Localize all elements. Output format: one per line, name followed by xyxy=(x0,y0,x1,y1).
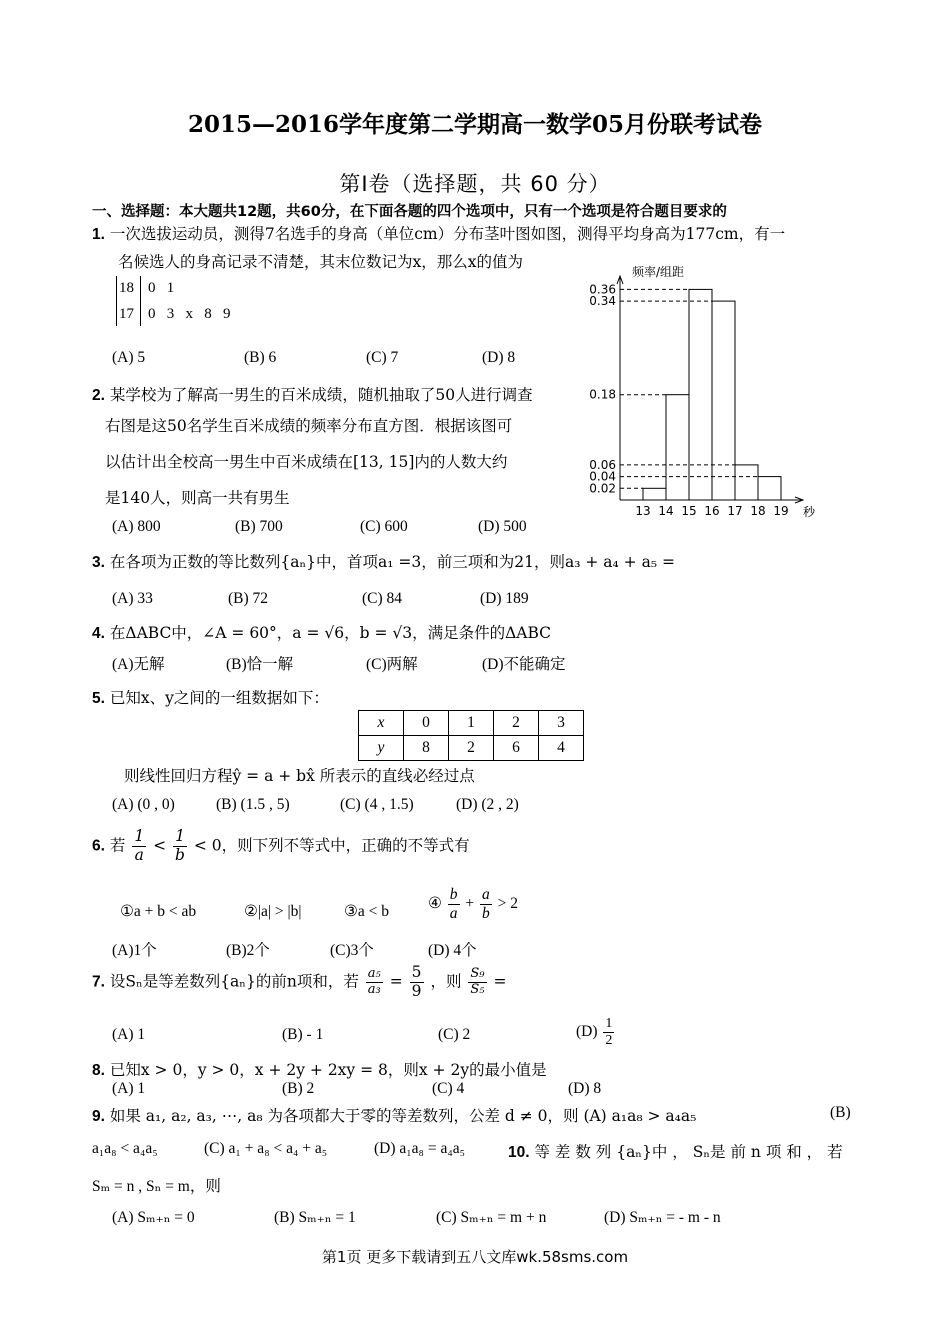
q2-number: 2. xyxy=(92,387,105,404)
q8-line xyxy=(92,1058,547,1080)
q6-s4-post: > 2 xyxy=(497,894,519,912)
q8-number: 8. xyxy=(92,1062,105,1079)
q8-text: 已知x > 0，y > 0，x + 2y + 2xy = 8，则x + 2y的最小值是 xyxy=(109,1061,547,1079)
x-axis-title: 秒 xyxy=(803,505,816,519)
q5-table-row-y xyxy=(359,736,584,761)
q5-x-0: 0 xyxy=(404,711,449,736)
q6-f2-den: b xyxy=(175,845,185,864)
q7-number: 7. xyxy=(92,973,105,991)
stem-leaf-divider xyxy=(140,276,142,326)
q7-fraction-2 xyxy=(410,964,424,1001)
section-heading: 一、选择题：本大题共12题，共60分，在下面各题的四个选项中，只有一个选项是符合题目要求的 xyxy=(92,204,727,220)
q9-option-b-label[interactable]: (B) xyxy=(830,1104,851,1121)
q7-f1-den: a₃ xyxy=(367,981,381,997)
q1-line1 xyxy=(92,222,785,244)
histogram-bar-[14,15) xyxy=(666,395,689,500)
q2-text-4: 是140人，则高一共有男生 xyxy=(105,489,290,507)
q3-number: 3. xyxy=(92,554,105,571)
page-footer: 第1页 更多下载请到五八文库wk.58sms.com xyxy=(321,1248,629,1266)
q6-pre: 若 xyxy=(109,836,126,855)
histogram-bar-[16,17) xyxy=(712,301,735,500)
y-tick-label-0.36: 0.36 xyxy=(589,282,616,297)
y-tick-label-0.18: 0.18 xyxy=(589,387,616,402)
q4-option-c[interactable]: (C)两解 xyxy=(366,656,418,673)
q7-option-a[interactable]: (A) 1 xyxy=(112,1026,146,1043)
q10-option-b[interactable]: (B) Sₘ₊ₙ = 1 xyxy=(274,1209,356,1226)
q10-text-2: Sₘ = n , Sₙ = m，则 xyxy=(92,1178,221,1195)
q6-option-c[interactable]: (C)3个 xyxy=(330,942,374,959)
q1-option-d[interactable]: (D) 8 xyxy=(482,349,516,366)
q1-text-2: 名候选人的身高记录不清楚，其末位数记为x，那么x的值为 xyxy=(118,253,523,271)
frequency-histogram xyxy=(580,262,840,526)
q6-statement-3: ③a < b xyxy=(344,903,390,920)
q7-post: = xyxy=(493,972,507,991)
q10-number: 10. xyxy=(508,1144,530,1161)
q4-text: 在ΔABC中，∠A = 60°，a = √6，b = √3，满足条件的ΔABC xyxy=(109,624,552,642)
q4-option-d[interactable]: (D)不能确定 xyxy=(482,656,566,673)
q2-text-1: 某学校为了解高一男生的百米成绩，随机抽取了50人进行调查 xyxy=(109,386,533,404)
q9-option-c[interactable]: (C) a₁ + a₈ < a₄ + a₅ xyxy=(204,1140,328,1157)
part-subtitle: 第Ⅰ卷（选择题，共 60 分） xyxy=(339,172,611,196)
q1-number: 1. xyxy=(92,226,105,243)
q2-text-3: 以估计出全校高一男生中百米成绩在[13, 15]内的人数大约 xyxy=(105,453,508,471)
q6-statement-2: ②|a| > |b| xyxy=(244,903,302,920)
q10-option-d[interactable]: (D) Sₘ₊ₙ = - m - n xyxy=(604,1209,721,1226)
histogram-bar-[17,18) xyxy=(735,465,758,500)
histogram-bar-[18,19] xyxy=(758,477,781,500)
q6-s4-f2-num: a xyxy=(482,886,490,903)
q2-text-2: 右图是这50名学生百米成绩的频率分布直方图．根据该图可 xyxy=(105,417,513,435)
q6-s4-pre: ④ xyxy=(428,894,442,912)
q2-option-d[interactable]: (D) 500 xyxy=(478,518,527,535)
exam-title: 2015—2016学年度第二学期高一数学05月份联考试卷 xyxy=(187,111,763,138)
q7-option-d[interactable] xyxy=(576,1016,616,1049)
q10-line1 xyxy=(508,1140,843,1162)
y-tick-label-0.04: 0.04 xyxy=(589,469,616,484)
x-tick-label-16: 16 xyxy=(704,504,720,518)
q4-number: 4. xyxy=(92,625,105,642)
q7-eq: = xyxy=(389,972,403,991)
q8-option-d[interactable]: (D) 8 xyxy=(568,1080,602,1097)
q7-mid: ，则 xyxy=(430,972,462,991)
q1-option-a[interactable]: (A) 5 xyxy=(112,349,146,366)
q9-number: 9. xyxy=(92,1108,105,1125)
y-tick-label-0.02: 0.02 xyxy=(589,481,616,496)
q5-option-a[interactable]: (A) (0 , 0) xyxy=(112,796,175,813)
q5-x-3: 3 xyxy=(539,711,584,736)
q7-optd-den: 2 xyxy=(605,1033,613,1049)
q5-option-c[interactable]: (C) (4 , 1.5) xyxy=(340,796,414,813)
y-tick-label-0.34: 0.34 xyxy=(589,294,616,309)
q6-s4-fraction-1 xyxy=(448,886,460,923)
q5-x-1: 1 xyxy=(449,711,494,736)
q1-option-c[interactable]: (C) 7 xyxy=(366,349,399,366)
q5-option-d[interactable]: (D) (2 , 2) xyxy=(456,796,519,813)
q3-text: 在各项为正数的等比数列{aₙ}中，首项a₁ =3，前三项和为21，则a₃ + a₄ + a₅ = xyxy=(109,553,675,571)
x-tick-label-14: 14 xyxy=(658,504,674,518)
x-tick-label-13: 13 xyxy=(635,504,651,518)
stem-row1-leaves: 0 1 xyxy=(148,280,175,296)
q9-option-b-text: a₁a₈ < a₄a₅ xyxy=(92,1140,158,1157)
q5-y-0: 8 xyxy=(404,736,449,761)
q9-text-1: 如果 a₁, a₂, a₃, ⋯, a₈ 为各项都大于零的等差数列，公差 d ≠ 0，则 (A) a₁a₈ > a₄a₅ xyxy=(109,1107,697,1125)
q7-f2-den: 9 xyxy=(411,981,422,1000)
q5-y-3: 4 xyxy=(539,736,584,761)
q3-option-d[interactable]: (D) 189 xyxy=(480,590,529,607)
q2-line1 xyxy=(92,383,533,405)
histogram-bar-[13,14) xyxy=(643,488,666,500)
q5-y-label: y xyxy=(359,736,404,761)
q2-option-a[interactable]: (A) 800 xyxy=(112,518,161,535)
q7-f3-den: S₅ xyxy=(470,981,485,997)
q7-f2-num: 5 xyxy=(411,963,422,981)
q5-option-b[interactable]: (B) (1.5 , 5) xyxy=(216,796,290,813)
histogram-bar-[15,16) xyxy=(689,289,712,500)
q6-s4-f2-den: b xyxy=(482,904,490,922)
q6-s4-f1-den: a xyxy=(449,904,458,922)
q6-s4-fraction-2 xyxy=(480,886,492,923)
q6-f2-num: 1 xyxy=(175,827,185,845)
q6-statement-4 xyxy=(428,886,518,923)
q6-lt: < xyxy=(153,836,167,855)
q7-f1-num: a₅ xyxy=(367,965,381,981)
q7-option-d-fraction xyxy=(603,1016,614,1049)
x-tick-label-19: 19 xyxy=(773,504,789,518)
q6-s4-f1-num: b xyxy=(449,886,458,903)
q7-option-d-label: (D) xyxy=(576,1023,598,1041)
q5-line xyxy=(92,686,329,708)
y-axis-title: 频率/组距 xyxy=(632,265,685,279)
q6-number: 6. xyxy=(92,837,105,855)
q5-text-2: 则线性回归方程ŷ = a + bx̂ 所表示的直线必经过点 xyxy=(124,767,475,785)
stem-row1-stem: 18 xyxy=(119,280,134,296)
q8-option-c[interactable]: (C) 4 xyxy=(432,1080,465,1097)
q6-fraction-2 xyxy=(173,828,187,865)
q6-s4-plus: + xyxy=(465,894,475,912)
x-tick-label-15: 15 xyxy=(681,504,697,518)
q7-fraction-1 xyxy=(366,967,383,998)
q6-statement-1: ①a + b < ab xyxy=(120,903,197,920)
q3-option-c[interactable]: (C) 84 xyxy=(362,590,403,607)
q5-text: 已知x、y之间的一组数据如下： xyxy=(109,689,329,707)
q5-data-table xyxy=(358,710,584,761)
q6-line xyxy=(92,828,470,865)
q6-post: < 0，则下列不等式中，正确的不等式有 xyxy=(193,836,470,855)
q7-fraction-3 xyxy=(468,967,486,998)
q5-y-2: 6 xyxy=(494,736,539,761)
q9-option-d[interactable]: (D) a₁a₈ = a₄a₅ xyxy=(374,1140,466,1157)
q1-text-1: 一次选拔运动员，测得7名选手的身高（单位cm）分布茎叶图如图，测得平均身高为177cm，有一 xyxy=(109,225,786,243)
x-tick-label-18: 18 xyxy=(750,504,766,518)
x-tick-label-17: 17 xyxy=(727,504,743,518)
q3-option-b[interactable]: (B) 72 xyxy=(228,590,269,607)
stem-row2-stem: 17 xyxy=(119,306,134,322)
q8-option-a[interactable]: (A) 1 xyxy=(112,1080,146,1097)
q6-f1-den: a xyxy=(134,845,144,864)
q4-line xyxy=(92,621,551,643)
q7-option-c[interactable]: (C) 2 xyxy=(438,1026,471,1043)
q10-option-a[interactable]: (A) Sₘ₊ₙ = 0 xyxy=(112,1209,195,1226)
q2-option-b[interactable]: (B) 700 xyxy=(235,518,283,535)
q3-line xyxy=(92,550,675,572)
q9-line1 xyxy=(92,1104,696,1126)
y-tick-label-0.06: 0.06 xyxy=(589,457,616,472)
q6-option-a[interactable]: (A)1个 xyxy=(112,942,157,959)
q5-table-row-x xyxy=(359,711,584,736)
q7-line xyxy=(92,964,506,1001)
q5-y-1: 2 xyxy=(449,736,494,761)
q3-option-a[interactable]: (A) 33 xyxy=(112,590,153,607)
q7-pre: 设Sₙ是等差数列{aₙ}的前n项和，若 xyxy=(109,972,359,991)
q8-option-b[interactable]: (B) 2 xyxy=(282,1080,315,1097)
stem-row2-leaves: 0 3 x 8 9 xyxy=(148,306,231,322)
q2-option-c[interactable]: (C) 600 xyxy=(360,518,408,535)
q10-text-1: 等 差 数 列 {aₙ}中 ， Sₙ是 前 n 项 和 ， 若 xyxy=(534,1143,843,1161)
q6-option-b[interactable]: (B)2个 xyxy=(226,942,270,959)
q5-number: 5. xyxy=(92,690,105,707)
q5-x-label: x xyxy=(359,711,404,736)
q1-option-b[interactable]: (B) 6 xyxy=(244,349,277,366)
q7-option-b[interactable]: (B) - 1 xyxy=(282,1026,324,1043)
q6-f1-num: 1 xyxy=(134,827,145,845)
q4-option-a[interactable]: (A)无解 xyxy=(112,656,165,673)
q6-option-d[interactable]: (D) 4个 xyxy=(428,942,477,959)
q4-option-b[interactable]: (B)恰一解 xyxy=(226,656,294,673)
q7-f3-num: S₉ xyxy=(470,965,485,981)
q7-optd-num: 1 xyxy=(603,1016,614,1033)
q5-x-2: 2 xyxy=(494,711,539,736)
q10-option-c[interactable]: (C) Sₘ₊ₙ = m + n xyxy=(436,1209,547,1226)
q6-fraction-1 xyxy=(132,828,146,865)
